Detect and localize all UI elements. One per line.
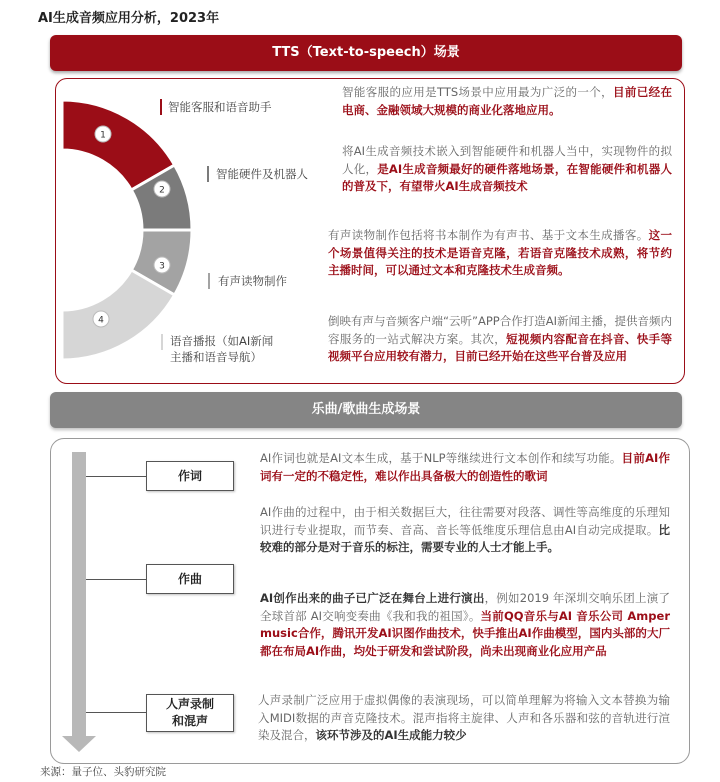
step-compose-box: 作曲 (146, 564, 234, 594)
step-mixing-line1: 人声录制 (165, 697, 214, 711)
music-p4-highlight: 该环节涉及的AI生成能力较少 (315, 728, 467, 742)
segment-4-label (170, 333, 273, 365)
music-p2-highlight: 比较难的部分是对于音乐的标注，需要专业的人士才能上手。 (260, 522, 670, 554)
segment-3-marker (208, 273, 210, 289)
connector-mixing (86, 712, 146, 713)
step-mixing-line2: 和混声 (171, 714, 208, 728)
segment-4-label-line1: 语音播报（如AI新闻 (170, 334, 274, 348)
connector-compose (86, 579, 146, 580)
tts-p1-text: 智能客服的应用是TTS场景中应用最为广泛的一个， (342, 85, 613, 99)
step-lyrics-box: 作词 (146, 461, 234, 491)
tts-p2-text: 将AI生成音频技术嵌入到智能硬件和机器人当中，实现物件的拟人化， (342, 144, 672, 176)
segment-4-label-line2: 主播和语音导航） (170, 350, 262, 364)
tts-p4-text: 倒映有声与音频客户端“云听”APP合作打造AI新闻主播，提供音频内容服务的一站式解决方案。其次， (328, 314, 672, 346)
source-note: 来源：量子位、头豹研究院 (40, 766, 166, 778)
tts-p3-highlight: 这一个场景值得关注的技术是语音克隆，若语音克隆技术成熟，将节约主播时间，可以通过文本和克隆技术生成音频。 (328, 228, 672, 277)
tts-paragraph-2 (342, 143, 672, 196)
music-paragraph-3 (260, 590, 670, 660)
tts-p3-text: 有声读物制作包括将书本制作为有声书、基于文本生成播客。 (328, 228, 649, 242)
tts-paragraph-4 (328, 313, 672, 366)
music-paragraph-4 (258, 692, 670, 745)
segment-1-label: 智能客服和语音助手 (168, 100, 272, 114)
segment-3-number: 3 (159, 261, 165, 272)
segment-1-number: 1 (100, 130, 106, 141)
tts-paragraph-3 (328, 227, 672, 280)
music-p2-text: AI作曲的过程中，由于相关数据巨大，往往需要对段落、调性等高维度的乐理知识进行专业提取，而节奏、音高、音长等低维度乐理信息由AI自动完成提取。 (260, 505, 670, 537)
tts-segment-ring (55, 85, 255, 375)
music-p3-highlight: 当前QQ音乐与AI 音乐公司 Amper music合作，腾讯开发AI识图作曲技术，快手推出AI作曲模型，国内头部的大厂都在布局AI作曲，均处于研发和尝试阶段，尚未出现商业化应用产品 (260, 608, 670, 658)
segment-2-label: 智能硬件及机器人 (216, 167, 308, 181)
page-title: AI生成音频应用分析，2023年 (38, 11, 220, 26)
music-paragraph-1 (260, 450, 670, 485)
segment-2-number: 2 (159, 185, 165, 196)
segment-4-number: 4 (98, 315, 104, 326)
tts-p4-highlight: 短视频内容配音在抖音、快手等视频平台应用较有潜力，目前已经开始在这些平台普及应用 (328, 331, 672, 363)
music-p3-lead: AI创作出来的曲子已广泛在舞台上进行演出 (260, 591, 485, 605)
segment-4-marker (161, 334, 163, 350)
tts-section-banner: TTS（Text-to-speech）场景 (50, 35, 682, 71)
music-p1-highlight: 目前AI作词有一定的不稳定性，难以作出具备极大的创造性的歌词 (260, 451, 670, 483)
step-mixing-box (146, 694, 234, 732)
music-p4-text: 人声录制广泛应用于虚拟偶像的表演现场，可以简单理解为将输入文本替换为输入MIDI数据的声音克隆技术。混声指将主旋律、人声和各乐器和弦的音轨进行渲染及混合， (258, 693, 670, 742)
tts-p1-highlight: 目前已经在电商、金融领域大规模的商业化落地应用。 (342, 85, 672, 117)
connector-lyrics (86, 476, 146, 477)
tts-paragraph-1 (342, 84, 672, 119)
segment-3-label: 有声读物制作 (218, 274, 287, 288)
tts-p2-highlight: 是AI生成音频最好的硬件落地场景，在智能硬件和机器人的普及下，有望带火AI生成音频技术 (342, 161, 672, 193)
segment-1-marker (160, 99, 162, 115)
segment-2-marker (207, 166, 209, 182)
music-section-banner: 乐曲/歌曲生成场景 (50, 392, 682, 428)
music-paragraph-2 (260, 504, 670, 557)
music-p3-text: ，例如2019 年深圳交响乐团上演了全球首部 AI交响变奏曲《我和我的祖国》。 (260, 591, 671, 623)
music-p1-text: AI作词也就是AI文本生成，基于NLP等继续进行文本创作和续写功能。 (260, 451, 622, 465)
